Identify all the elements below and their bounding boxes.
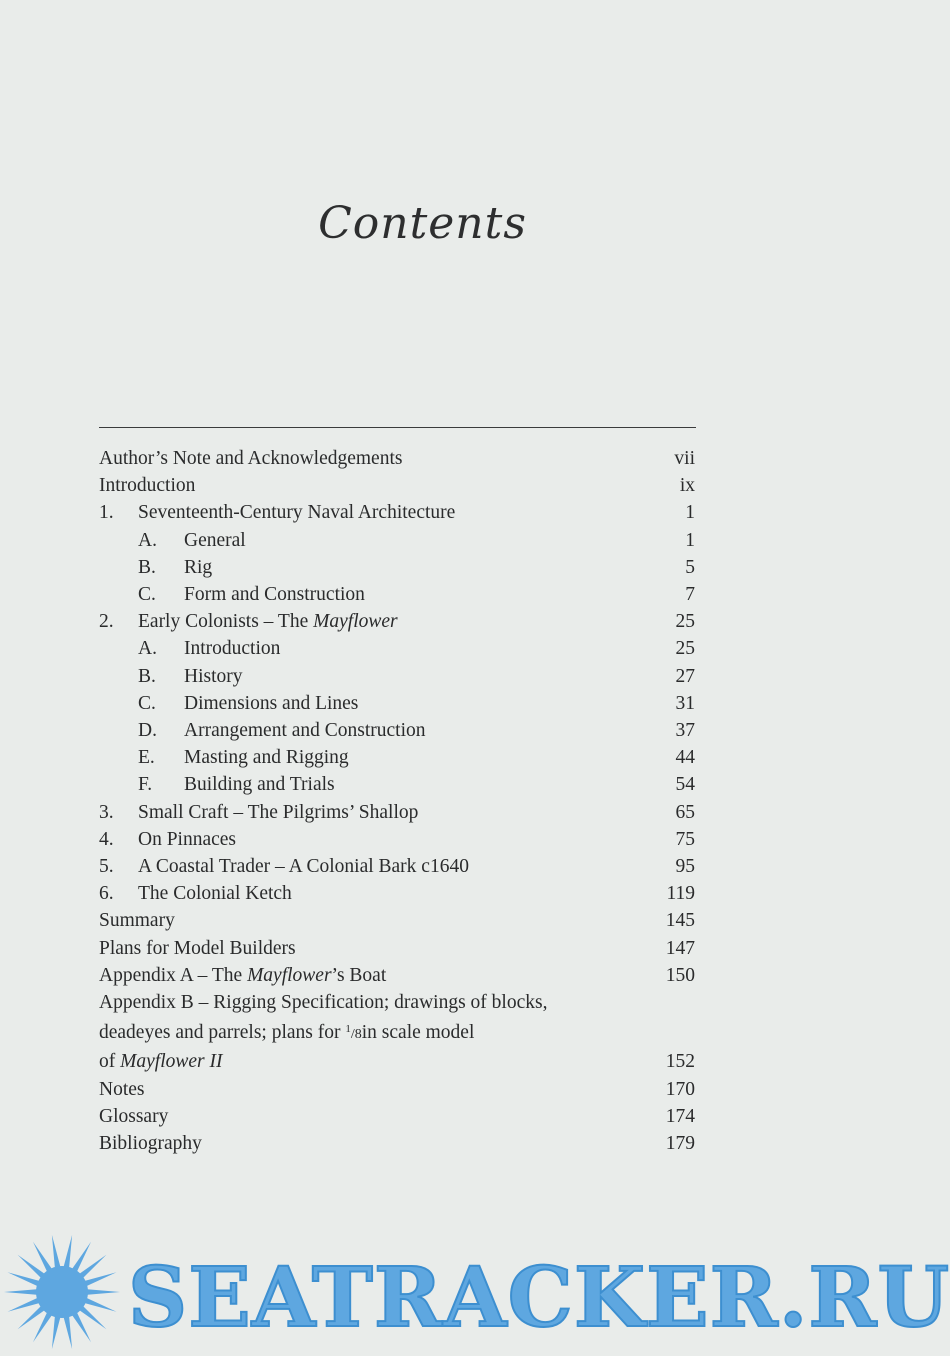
toc-entry [99,1076,695,1103]
toc-entry [99,499,695,526]
toc-entry-text: Building and Trials [184,774,335,796]
sunburst-ray [83,1272,116,1286]
toc-entry [99,826,695,853]
toc-entry-text [99,1016,474,1048]
toc-entry [99,527,695,554]
toc-page-number: 150 [665,964,695,986]
toc-entry-title [99,608,398,635]
toc-entry-title [99,826,236,853]
toc-entry [99,1130,695,1157]
toc-entry-text: Form and Construction [184,584,365,606]
toc-page-number: 145 [665,910,695,932]
toc-entry-title [99,962,386,989]
toc-section-letter: E. [138,747,155,769]
toc-entry [99,1103,695,1130]
toc-entry-title [138,690,358,717]
toc-entry [99,554,695,581]
toc-entry [99,907,695,934]
toc-entry-italic: Mayflower [247,964,332,986]
toc-page-number: 152 [665,1051,695,1073]
toc-page-number: 179 [665,1133,695,1155]
toc-entry-text: in scale model [361,1022,475,1044]
toc-entry-text: A Coastal Trader – A Colonial Bark c1640 [138,856,469,878]
fraction-denominator: /8 [350,1027,362,1043]
fraction-numerator: 1 [345,1023,351,1036]
toc-entry-title [138,554,212,581]
toc-entry-title [99,472,195,499]
toc-entry-italic: Mayflower II [120,1051,223,1073]
toc-entry-title [99,907,175,934]
toc-section-letter: B. [138,556,156,578]
toc-page-number: 27 [675,665,695,687]
toc-entry-title [99,445,402,472]
toc-entry-title [99,853,469,880]
toc-entry-text: Arrangement and Construction [184,720,426,742]
toc-entry [99,581,695,608]
toc-entry-title [138,717,426,744]
toc-section-letter: F. [138,774,153,796]
toc-page-number: 37 [675,720,695,742]
toc-page-number: 7 [685,584,695,606]
toc-entry [99,608,695,635]
toc-page-number: 75 [675,828,695,850]
toc-page-number: vii [674,448,695,469]
toc-entry-italic: Mayflower [313,611,398,633]
toc-entry-appendix-b-line3 [99,1048,695,1075]
toc-section-letter: C. [138,584,156,606]
toc-chapter-number: 1. [99,502,114,524]
toc-entry-text: Introduction [99,475,196,497]
toc-entry-title [138,527,246,554]
toc-entry-text: Notes [99,1078,145,1100]
toc-page-number: 65 [675,801,695,823]
toc-entry-text: Early Colonists – The [138,611,314,633]
toc-entry-text: Appendix B – Rigging Specification; drawings of blocks, [99,992,548,1014]
sunburst-ray [83,1297,116,1311]
sunburst-ray [8,1297,41,1311]
toc-page-number: 25 [675,638,695,660]
toc-entry-text: Introduction [184,638,281,660]
toc-page-number: 31 [675,692,695,714]
toc-entry [99,445,695,472]
toc-page-number: 119 [666,883,695,905]
toc-page-number: 174 [665,1105,695,1127]
toc-entry-text: General [184,529,246,551]
toc-entry-text: Rig [184,556,213,578]
toc-page-number: 5 [685,556,695,578]
toc-entry-text: Masting and Rigging [184,747,349,769]
toc-page-number: 170 [665,1078,695,1100]
toc-entry-text: Author’s Note and Acknowledgements [99,448,403,469]
toc-entry-title [99,1048,222,1075]
toc-page-number: 95 [675,856,695,878]
toc-entry-title [138,771,335,798]
toc-entry-title [99,880,292,907]
sunburst-ray [63,1315,72,1349]
toc-entry-text: of [99,1051,121,1073]
sunburst-ray [52,1315,61,1349]
toc-entry [99,962,695,989]
toc-entry [99,744,695,771]
watermark-text: SEATRACKER.RU [128,1250,950,1346]
toc-entry [99,799,695,826]
toc-entry [99,717,695,744]
toc-entry-text: deadeyes and parrels; plans for [99,1022,346,1044]
toc-entry [99,853,695,880]
toc-entry-title [138,635,280,662]
toc-page-number: 1 [685,502,695,524]
toc-entry [99,935,695,962]
toc-entry-text: Appendix A – The [99,964,248,986]
toc-entry-text: Plans for Model Builders [99,937,296,959]
toc-entry [99,472,695,499]
toc-entry-title [138,744,349,771]
sunburst-ray [63,1235,72,1269]
toc-entry-appendix-b-line1 [99,989,695,1016]
toc-section-letter: C. [138,692,156,714]
toc-chapter-number: 2. [99,611,114,633]
toc-entry-text-suffix: ’s Boat [331,964,387,986]
toc-entry [99,771,695,798]
toc-page-number: 44 [675,747,695,769]
toc-entry-text: On Pinnaces [138,828,237,850]
divider [99,427,696,428]
toc-entry-title [99,799,418,826]
table-of-contents [99,445,695,1157]
sunburst-ray [52,1235,61,1269]
sunburst-ray [4,1289,38,1295]
toc-entry-title [99,499,455,526]
toc-page-number: 147 [665,937,695,959]
toc-entry-text: History [184,665,243,687]
toc-chapter-number: 6. [99,883,114,905]
toc-entry-appendix-b-line2 [99,1016,695,1048]
sunburst-ray [8,1272,41,1286]
toc-entry [99,663,695,690]
sunburst-icon [4,1235,120,1349]
toc-entry-text: The Colonial Ketch [138,883,292,905]
toc-chapter-number: 4. [99,828,114,850]
toc-entry-text: Bibliography [99,1133,202,1155]
toc-chapter-number: 3. [99,801,114,823]
toc-page-number: ix [679,475,695,497]
sunburst-ray [86,1289,120,1295]
toc-entry-text: Small Craft – The Pilgrims’ Shallop [138,801,419,823]
toc-page-number: 25 [675,611,695,633]
toc-entry-text: Summary [99,910,175,932]
toc-chapter-number: 5. [99,856,114,878]
toc-section-letter: A. [138,529,157,551]
toc-entry-text: Dimensions and Lines [184,692,359,714]
toc-entry [99,690,695,717]
toc-page-number: 54 [675,774,695,796]
toc-entry-title [138,663,243,690]
toc-section-letter: A. [138,638,157,660]
toc-section-letter: B. [138,665,156,687]
toc-entry [99,880,695,907]
page-title: Contents [318,198,527,249]
toc-entry-title [138,581,365,608]
toc-page-number: 1 [685,529,695,551]
toc-entry-title [99,935,296,962]
toc-entry [99,635,695,662]
toc-entry-text: Seventeenth-Century Naval Architecture [138,502,456,524]
toc-entry-text: Glossary [99,1105,169,1127]
toc-section-letter: D. [138,720,157,742]
